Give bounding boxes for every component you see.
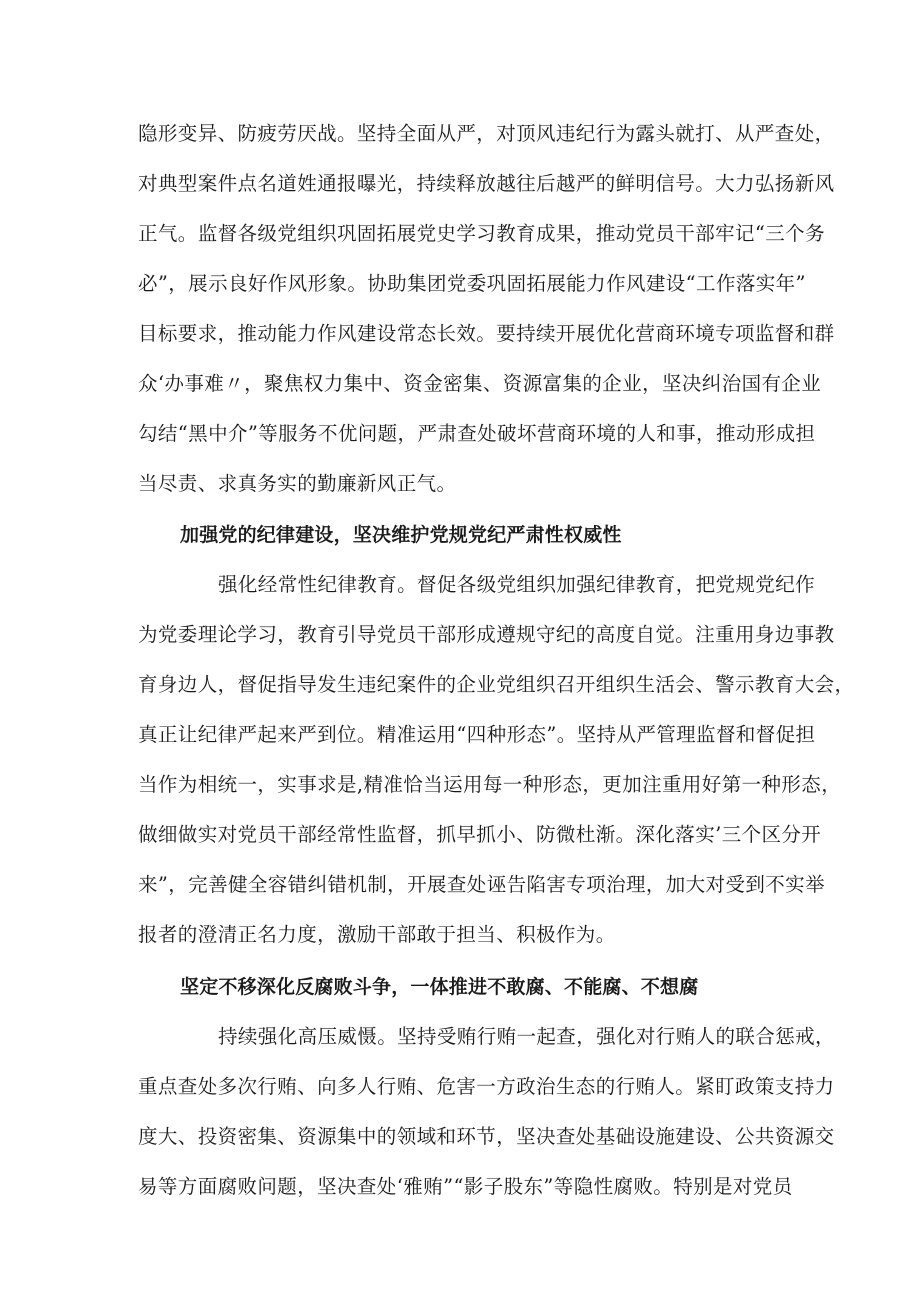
paragraph-3-line: 重点查处多次行贿、向多人行贿、危害一方政治生态的行贿人。紧盯政策支持力 <box>138 1075 835 1098</box>
paragraph-2-line: 真正让纪律严起来严到位。精准运用“四种形态”。坚持从严管理监督和督促担 <box>138 723 816 746</box>
paragraph-2-line: 来”，完善健全容错纠错机制，开展查处诬告陷害专项治理，加大对受到不实举 <box>138 873 825 896</box>
paragraph-2-line: 报者的澄清正名力度，激励干部敢于担当、积极作为。 <box>138 923 616 946</box>
paragraph-1-line: 必”，展示良好作风形象。协助集团党委巩固拓展能力作风建设“工作落实年” <box>138 272 806 295</box>
paragraph-3-line: 度大、投资密集、资源集中的领域和环节，坚决查处基础设施建设、公共资源交 <box>138 1125 835 1148</box>
paragraph-1-line: 勾结“黑中介”等服务不优问题，严肃查处破坏营商环境的人和事，推动形成担 <box>138 422 816 445</box>
paragraph-1-line: 正气。监督各级党组织巩固拓展党史学习教育成果，推动党员干部牢记“三个务 <box>138 222 825 245</box>
section-heading-anticorruption: 坚定不移深化反腐败斗争，一体推进不敢腐、不能腐、不想腐 <box>180 976 699 998</box>
paragraph-2-line: 为党委理论学习，教育引导党员干部形成遵规守纪的高度自觉。注重用身边事教 <box>138 623 835 646</box>
paragraph-2-line: 强化经常性纪律教育。督促各级党组织加强纪律教育，把党规党纪作 <box>218 573 816 596</box>
paragraph-1-line: 当尽责、求真务实的勤廉新风正气。 <box>138 472 457 495</box>
paragraph-3-line: 易等方面腐败问题，坚决查处‘雅贿”“影子股东”等隐性腐败。特别是对党员 <box>138 1175 793 1198</box>
paragraph-2-line: 做细做实对党员干部经常性监督，抓早抓小、防微杜渐。深化落实’三个区分开 <box>138 823 822 846</box>
paragraph-3-line: 持续强化高压威慑。坚持受贿行贿一起查，强化对行贿人的联合惩戒， <box>218 1025 835 1048</box>
paragraph-1-line: 目标要求，推动能力作风建设常态长效。要持续开展优化营商环境专项监督和群 <box>138 322 835 345</box>
section-heading-discipline: 加强党的纪律建设，坚决维护党规党纪严肃性权威性 <box>180 524 622 546</box>
paragraph-1-line: 隐形变异、防疲劳厌战。坚持全面从严，对顶风违纪行为露头就打、从严查处， <box>138 122 835 145</box>
paragraph-1-line: 对典型案件点名道姓通报曝光，持续释放越往后越严的鲜明信号。大力弘扬新风 <box>138 172 835 195</box>
paragraph-2-line: 当作为相统一，实事求是,精准恰当运用每一种形态，更加注重用好第一种形态， <box>138 773 842 796</box>
paragraph-2-line: 育身边人，督促指导发生违纪案件的企业党组织召开组织生活会、警示教育大会， <box>138 673 855 696</box>
paragraph-1-line: 众‘办事难〃，聚焦权力集中、资金密集、资源富集的企业，坚决纠治国有企业 <box>138 372 822 395</box>
